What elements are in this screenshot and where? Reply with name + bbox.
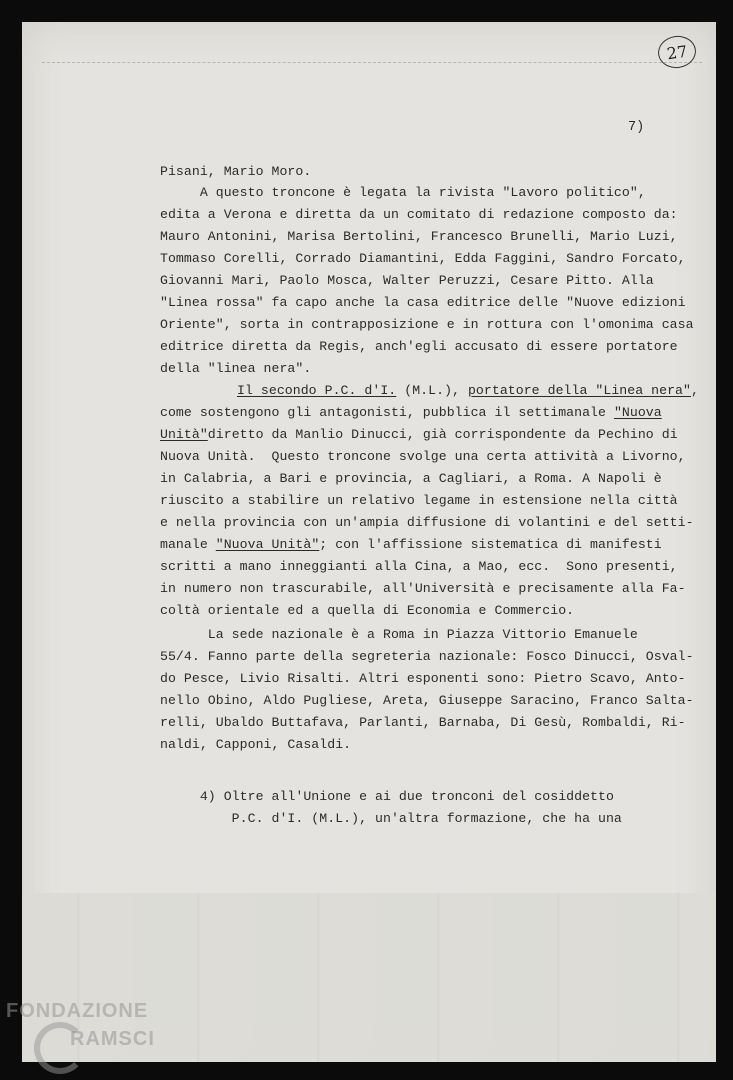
text-line: Il secondo P.C. d'I. (M.L.), portatore della "Linea nera", [237, 383, 699, 398]
text-line: Giovanni Mari, Paolo Mosca, Walter Peruzzi, Cesare Pitto. Alla [160, 273, 654, 288]
text-line: in numero non trascurabile, all'Università e precisamente alla Fa- [160, 581, 686, 596]
underlined-text: Unità" [160, 427, 208, 442]
text-line: 4) Oltre all'Unione e ai due tronconi del cosiddetto [160, 789, 614, 804]
text-line: La sede nazionale è a Roma in Piazza Vittorio Emanuele [160, 627, 638, 642]
text-line: nello Obino, Aldo Pugliese, Areta, Giuseppe Saracino, Franco Salta- [160, 693, 694, 708]
text-line: scritti a mano inneggianti alla Cina, a Mao, ecc. Sono presenti, [160, 559, 678, 574]
text-line: 55/4. Fanno parte della segreteria nazionale: Fosco Dinucci, Osval- [160, 649, 694, 664]
text-line: Tommaso Corelli, Corrado Diamantini, Edda Faggini, Sandro Forcato, [160, 251, 686, 266]
text-line: come sostengono gli antagonisti, pubblica il settimanale "Nuova [160, 405, 662, 420]
text-line: edita a Verona e diretta da un comitato di redazione composto da: [160, 207, 678, 222]
underlined-text: "Nuova Unità" [215, 537, 320, 552]
page-number: 7) [628, 120, 645, 135]
archive-page-stamp: 27 [656, 34, 698, 71]
text-line: coltà orientale ed a quella di Economia e Commercio. [160, 603, 575, 618]
text-line: naldi, Capponi, Casaldi. [160, 737, 352, 752]
text-line: Oriente", sorta in contrapposizione e in rottura con l'omonima casa [160, 317, 694, 332]
text-line: editrice diretta da Regis, anch'egli accusato di essere portatore [160, 339, 678, 354]
underlined-text: "Nuova [613, 405, 662, 420]
text-line: della "linea nera". [160, 361, 312, 376]
text-line: Nuova Unità. Questo troncone svolge una certa attività a Livorno, [160, 449, 686, 464]
text-line: manale "Nuova Unità"; con l'affissione sistematica di manifesti [160, 537, 662, 552]
underlined-text: Il secondo P.C. d'I. [237, 383, 397, 398]
text-line: riuscito a stabilire un relativo legame in estensione nella città [160, 493, 678, 508]
watermark-line1: FONDAZIONE [6, 1000, 149, 1022]
fondazione-gramsci-watermark [6, 1000, 155, 1050]
text-line: in Calabria, a Bari e provincia, a Cagliari, a Roma. A Napoli è [160, 471, 662, 486]
text-line: A questo troncone è legata la rivista "Lavoro politico", [160, 185, 646, 200]
staple-fold-marks [42, 62, 702, 79]
text-line: do Pesce, Livio Risalti. Altri esponenti sono: Pietro Scavo, Anto- [160, 671, 686, 686]
text-line: P.C. d'I. (M.L.), un'altra formazione, che ha una [160, 811, 622, 826]
text-line: Unità"diretto da Manlio Dinucci, già corrispondente da Pechino di [160, 427, 678, 442]
text-line: relli, Ubaldo Buttafava, Parlanti, Barnaba, Di Gesù, Rombaldi, Ri- [160, 715, 686, 730]
text-line: "Linea rossa" fa capo anche la casa editrice delle "Nuove edizioni [160, 295, 686, 310]
underlined-text: portatore della "Linea nera" [467, 383, 691, 398]
watermark-line2: RAMSCI [70, 1028, 155, 1050]
text-line: Pisani, Mario Moro. [160, 164, 312, 179]
text-line: Mauro Antonini, Marisa Bertolini, Francesco Brunelli, Mario Luzi, [160, 229, 678, 244]
text-line: e nella provincia con un'ampia diffusione di volantini e del setti- [160, 515, 694, 530]
